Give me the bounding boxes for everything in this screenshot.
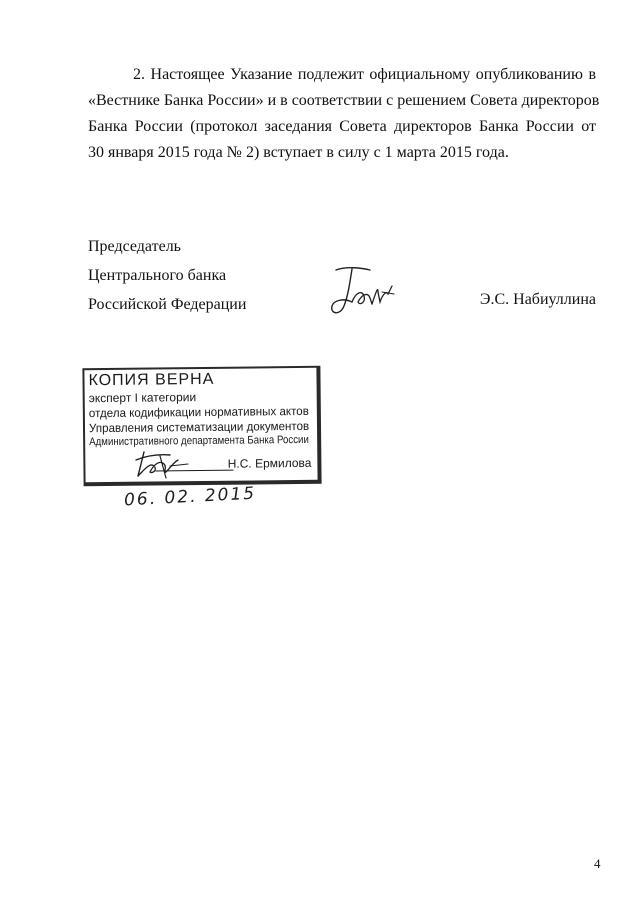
stamp-line: Административного департамента Банка России bbox=[89, 433, 309, 449]
certified-copy-stamp bbox=[82, 366, 321, 486]
stamp-line: эксперт I категории bbox=[88, 390, 197, 406]
stamp-signature bbox=[130, 446, 192, 480]
chairman-signature bbox=[322, 262, 402, 322]
stamp-line: Управления систематизации документов bbox=[88, 418, 310, 436]
stamp-signer: Н.С. Ермилова bbox=[227, 455, 312, 471]
signatory-title bbox=[88, 232, 246, 319]
paragraph-line: «Вестнике Банка России» и в соответствии с решением Совета директоров bbox=[88, 92, 600, 109]
stamp-heading: КОПИЯ ВЕРНА bbox=[88, 370, 215, 390]
stamp-line: отдела кодификации нормативных актов bbox=[88, 403, 309, 421]
signatory-title-line: Председатель bbox=[88, 238, 181, 255]
signatory-name: Э.С. Набиуллина bbox=[479, 291, 596, 308]
paragraph-line: Банка России (протокол заседания Совета директоров Банка России от bbox=[88, 118, 596, 135]
paragraph-2 bbox=[88, 62, 600, 166]
paragraph-line: 2. Настоящее Указание подлежит официальному опубликованию в bbox=[133, 66, 596, 83]
signatory-title-line: Российской Федерации bbox=[88, 296, 247, 313]
stamp-date: 06. 02. 2015 bbox=[123, 483, 257, 511]
page-number: 4 bbox=[594, 856, 601, 871]
paragraph-line: 30 января 2015 года № 2) вступает в силу с 1 марта 2015 года. bbox=[88, 144, 509, 161]
signatory-title-line: Центрального банка bbox=[88, 267, 227, 284]
